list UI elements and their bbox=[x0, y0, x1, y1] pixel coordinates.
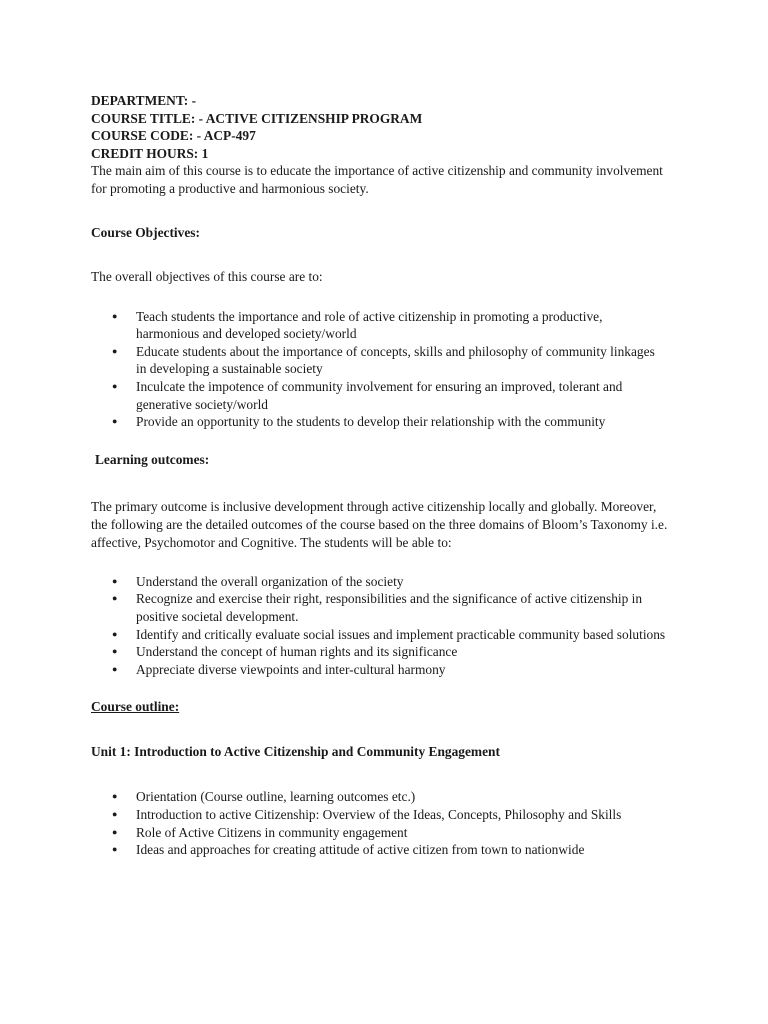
learning-outcomes-heading: Learning outcomes: bbox=[95, 452, 210, 468]
bullet-icon: ● bbox=[112, 791, 118, 802]
list-item: ● Identify and critically evaluate social issues and implement practicable community based solutions bbox=[112, 626, 666, 642]
credit-hours-line: CREDIT HOURS: 1 bbox=[91, 145, 209, 161]
outcomes-list bbox=[91, 573, 691, 679]
list-item: ● Inculcate the impotence of community involvement for ensuring an improved, tolerant and generative society/world bbox=[112, 378, 623, 412]
bullet-icon: ● bbox=[112, 826, 118, 837]
list-item: ● Educate students about the importance of concepts, skills and philosophy of community linkages in developing a sustainable society bbox=[112, 343, 655, 377]
bullet-icon: ● bbox=[112, 663, 118, 674]
list-item: ● Orientation (Course outline, learning outcomes etc.) bbox=[112, 789, 416, 805]
list-item: ● Recognize and exercise their right, responsibilities and the significance of active citizenship in positive societal development. bbox=[112, 591, 643, 625]
list-item: ● Ideas and approaches for creating attitude of active citizen from town to nationwide bbox=[112, 842, 585, 858]
course-outline-heading: Course outline: bbox=[91, 699, 180, 714]
department-line: DEPARTMENT: - bbox=[91, 93, 197, 108]
bullet-icon: ● bbox=[112, 628, 118, 639]
outcomes-lead: The primary outcome is inclusive development through active citizenship locally and globally. Moreover, the following are the detailed outcomes of the course based on the three domains of Bloom’s Taxonomy i.e. affective, Psychomotor and Cognitive. The students will be able to: bbox=[91, 499, 668, 550]
unit-1-heading: Unit 1: Introduction to Active Citizenship and Community Engagement bbox=[91, 744, 500, 760]
objectives-heading: Course Objectives: bbox=[91, 225, 200, 241]
bullet-icon: ● bbox=[112, 593, 118, 604]
bullet-icon: ● bbox=[112, 808, 118, 819]
list-item: ● Role of Active Citizens in community engagement bbox=[112, 824, 408, 840]
objectives-list bbox=[91, 308, 691, 431]
unit-1-list bbox=[91, 788, 691, 858]
bullet-icon: ● bbox=[112, 310, 118, 321]
list-item: ● Understand the concept of human rights and its significance bbox=[112, 644, 458, 660]
document-page bbox=[91, 92, 691, 859]
list-item: ● Understand the overall organization of the society bbox=[112, 573, 404, 589]
bullet-icon: ● bbox=[112, 345, 118, 356]
objectives-lead: The overall objectives of this course are to: bbox=[91, 269, 323, 285]
bullet-icon: ● bbox=[112, 416, 118, 427]
list-item: ● Appreciate diverse viewpoints and inter-cultural harmony bbox=[112, 661, 446, 677]
bullet-icon: ● bbox=[112, 380, 118, 391]
intro-paragraph: The main aim of this course is to educate the importance of active citizenship and community involvement for promoting a productive and harmonious society. bbox=[91, 163, 663, 196]
bullet-icon: ● bbox=[112, 646, 118, 657]
course-code-line: COURSE CODE: - ACP-497 bbox=[91, 128, 256, 144]
bullet-icon: ● bbox=[112, 844, 118, 855]
list-item: ● Provide an opportunity to the students to develop their relationship with the community bbox=[112, 414, 606, 430]
list-item: ● Introduction to active Citizenship: Overview of the Ideas, Concepts, Philosophy and Skills bbox=[112, 806, 622, 822]
list-item: ● Teach students the importance and role of active citizenship in promoting a productive, harmonious and developed society/world bbox=[112, 308, 603, 342]
course-title-line: COURSE TITLE: - ACTIVE CITIZENSHIP PROGRAM bbox=[91, 110, 423, 126]
bullet-icon: ● bbox=[112, 575, 118, 586]
